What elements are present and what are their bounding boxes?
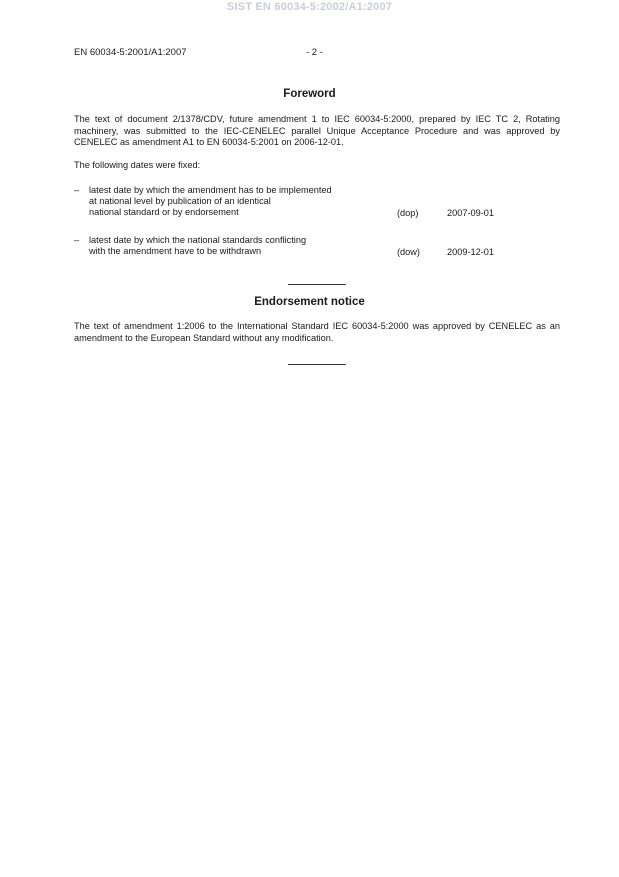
date-item-line: latest date by which the national standards conflicting <box>89 235 307 245</box>
document-id: EN 60034-5:2001/A1:2007 <box>74 47 187 58</box>
date-item-dow <box>74 235 560 259</box>
date-item-line: latest date by which the amendment has to be implemented <box>89 185 332 195</box>
date-item-line: national standard or by endorsement <box>89 207 239 217</box>
date-item-line: at national level by publication of an identical <box>89 196 271 206</box>
date-code: (dop) <box>397 208 419 218</box>
foreword-title: Foreword <box>283 88 336 100</box>
date-value: 2009-12-01 <box>447 247 494 257</box>
dash-marker: – <box>74 235 80 245</box>
endorsement-title: Endorsement notice <box>254 296 365 308</box>
dash-marker: – <box>74 185 80 195</box>
date-item-text <box>89 235 389 257</box>
date-item-text <box>89 185 389 218</box>
date-value: 2007-09-01 <box>447 208 494 218</box>
page-number: - 2 - <box>306 47 323 58</box>
section-divider <box>288 284 346 285</box>
dates-intro: The following dates were fixed: <box>74 160 201 170</box>
endorsement-paragraph: The text of amendment 1:2006 to the International Standard IEC 60034-5:2000 was approved by CENELEC as an amendment to the European Standard without any modification. <box>74 321 560 343</box>
date-code: (dow) <box>397 247 420 257</box>
foreword-paragraph: The text of document 2/1378/CDV, future amendment 1 to IEC 60034-5:2000, prepared by IEC TC 2, Rotating machinery, was submitted to the IEC-CENELEC parallel Unique Acceptance Procedure and was approved by CENELEC as amendment A1 to EN 60034-5:2001 on 2006-12-01. <box>74 114 560 147</box>
date-item-dop <box>74 185 560 221</box>
date-item-line: with the amendment have to be withdrawn <box>89 246 262 256</box>
end-divider <box>288 364 346 365</box>
watermark: SIST EN 60034-5:2002/A1:2007 <box>226 1 393 13</box>
